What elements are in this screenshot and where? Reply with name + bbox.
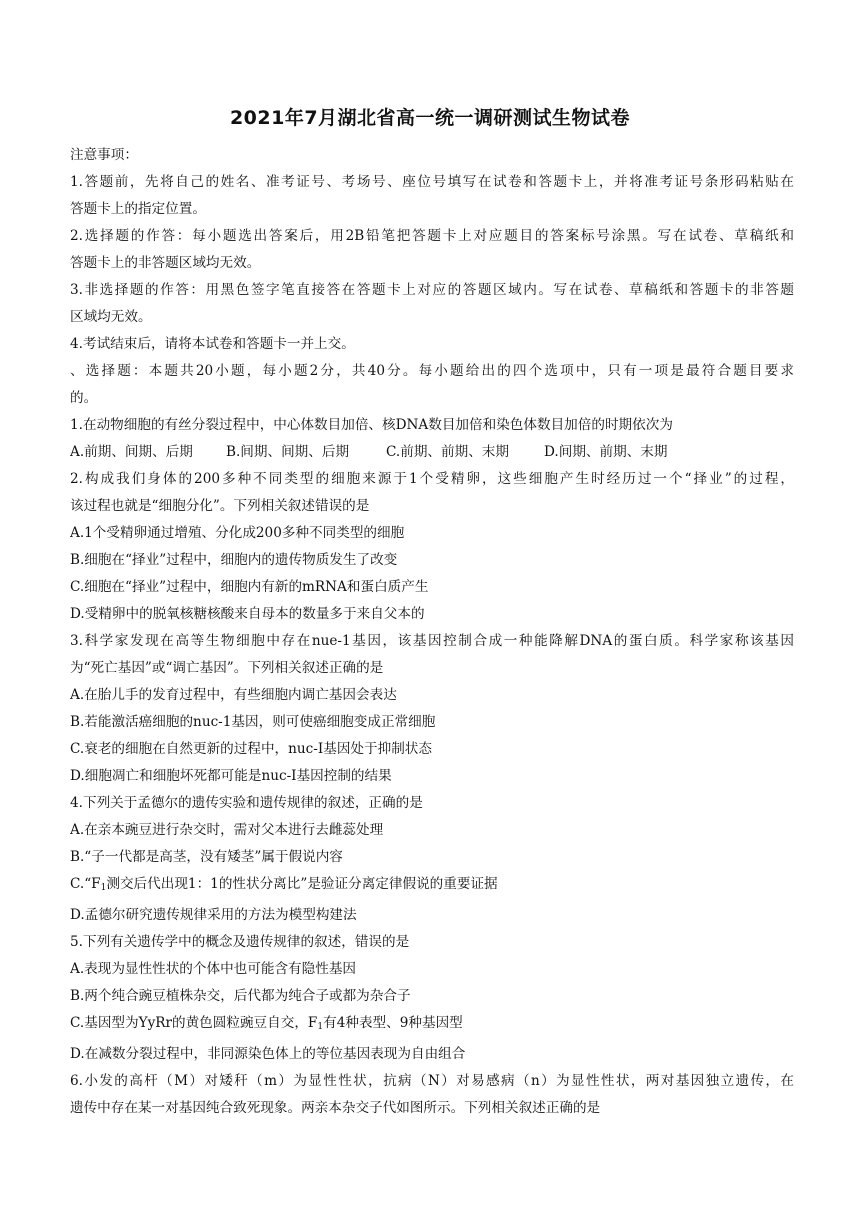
- question-2-option-a: A.1个受精卵通过增殖、分化成200多种不同类型的细胞: [70, 525, 405, 541]
- question-1-option-b: B.间期、间期、后期: [226, 444, 350, 460]
- question-1-stem: 1.在动物细胞的有丝分裂过程中，中心体数目加倍、核DNA数目加倍和染色体数目加倍的时期依次为: [70, 417, 673, 433]
- exam-title: 2021年7月湖北省高一统一调研测试生物试卷: [229, 107, 631, 129]
- question-6-stem-line-1: 6.小发的高杆（M）对矮秆（m）为显性性状，抗病（N）对易感病（n）为显性性状，两对基因独立遗传，在: [70, 1073, 794, 1089]
- section-heading-line-2: 的。: [70, 390, 98, 406]
- question-3-stem-line-1: 3.科学家发现在高等生物细胞中存在nue-1基因，该基因控制合成一种能降解DNA的蛋白质。科学家称该基因: [70, 633, 794, 649]
- notice-heading: 注意事项：: [70, 147, 138, 163]
- notice-item-2-line-1: 2.选择题的作答：每小题选出答案后，用2B铅笔把答题卡上对应题目的答案标号涂黑。写在试卷、草稿纸和: [70, 228, 794, 244]
- question-2-stem-line-2: 该过程也就是“细胞分化”。下列相关叙述错误的是: [70, 498, 370, 514]
- question-5-option-b: B.两个纯合豌豆植株杂交，后代都为纯合子或都为杂合子: [70, 988, 411, 1004]
- question-1-option-a: A.前期、间期、后期: [70, 444, 193, 460]
- question-4-option-c-text: 测交后代出现1：1的性状分离比”是验证分离定律假说的重要证据: [106, 876, 498, 892]
- notice-item-3-line-2: 区域均无效。: [70, 309, 152, 325]
- question-3-option-c: C.衰老的细胞在自然更新的过程中，nuc-I基因处于抑制状态: [70, 741, 432, 757]
- question-1-options: [70, 439, 794, 466]
- question-3-stem-line-2: 为“死亡基因”或“调亡基因”。下列相关叙述正确的是: [70, 660, 384, 676]
- question-2-option-d: D.受精卵中的脱氧核糖核酸来自母本的数量多于来自父本的: [70, 606, 425, 622]
- question-4-stem: 4.下列关于孟德尔的遗传实验和遗传规律的叙述，正确的是: [70, 795, 423, 811]
- question-3-option-d: D.细胞凋亡和细胞坏死都可能是nuc-I基因控制的结果: [70, 768, 392, 784]
- question-5-option-c-prefix: C.基因型为YyRr的黄色圆粒豌豆自交，F: [70, 1015, 318, 1031]
- question-2-option-b: B.细胞在“择业”过程中，细胞内的遗传物质发生了改变: [70, 552, 398, 568]
- notice-item-2-line-2: 答题卡上的非答题区域均无效。: [70, 255, 261, 271]
- exam-body: [70, 142, 794, 1122]
- question-5-option-d: D.在减数分裂过程中，非同源染色体上的等位基因表现为自由组合: [70, 1046, 466, 1062]
- question-3-option-b: B.若能激活癌细胞的nuc-1基因，则可使癌细胞变成正常细胞: [70, 714, 436, 730]
- question-5-option-c-subscript: 1: [317, 1022, 324, 1032]
- question-5-option-c: [70, 1010, 794, 1041]
- question-5-stem: 5.下列有关遗传学中的概念及遗传规律的叙述，错误的是: [70, 934, 410, 950]
- notice-item-1-line-2: 答题卡上的指定位置。: [70, 201, 206, 217]
- question-1-option-d: D.间期、前期、末期: [544, 444, 668, 460]
- notice-item-4: 4.考试结束后，请将本试卷和答题卡一并上交。: [70, 336, 355, 352]
- question-6-stem-line-2: 遗传中存在某一对基因纯合致死现象。两亲本杂交子代如图所示。下列相关叙述正确的是: [70, 1100, 601, 1116]
- question-4-option-a: A.在亲本豌豆进行杂交时，需对父本进行去雌蕊处理: [70, 822, 384, 838]
- section-heading-line-1: 、选择题：本题共20小题，每小题2分，共40分。每小题给出的四个选项中，只有一项是最符合题目要求: [70, 363, 794, 379]
- question-3-option-a: A.在胎儿手的发育过程中，有些细胞内调亡基因会表达: [70, 687, 397, 703]
- question-2-stem-line-1: 2.构成我们身体的200多种不同类型的细胞来源于1个受精卵，这些细胞产生时经历过一个“择业”的过程，: [70, 471, 794, 487]
- question-4-option-c: [70, 871, 794, 902]
- question-2-option-c: C.细胞在“择业”过程中，细胞内有新的mRNA和蛋白质产生: [70, 579, 429, 595]
- notice-item-3-line-1: 3.非选择题的作答：用黑色签字笔直接答在答题卡上对应的答题区域内。写在试卷、草稿纸和答题卡的非答题: [70, 282, 794, 298]
- question-4-option-b: B.“子一代都是高茎，没有矮茎”属于假说内容: [70, 849, 343, 865]
- question-5-option-a: A.表现为显性性状的个体中也可能含有隐性基因: [70, 961, 357, 977]
- notice-item-1-line-1: 1.答题前，先将自己的姓名、准考证号、考场号、座位号填写在试卷和答题卡上，并将准考证号条形码粘贴在: [70, 174, 794, 190]
- question-1-option-c: C.前期、前期、末期: [386, 444, 509, 460]
- question-4-option-c-subscript: 1: [100, 883, 107, 893]
- question-4-option-d: D.孟德尔研究遗传规律采用的方法为模型构建法: [70, 907, 357, 923]
- question-5-option-c-text: 有4种表型、9种基因型: [323, 1015, 463, 1031]
- question-4-option-c-prefix: C.“F: [70, 876, 101, 892]
